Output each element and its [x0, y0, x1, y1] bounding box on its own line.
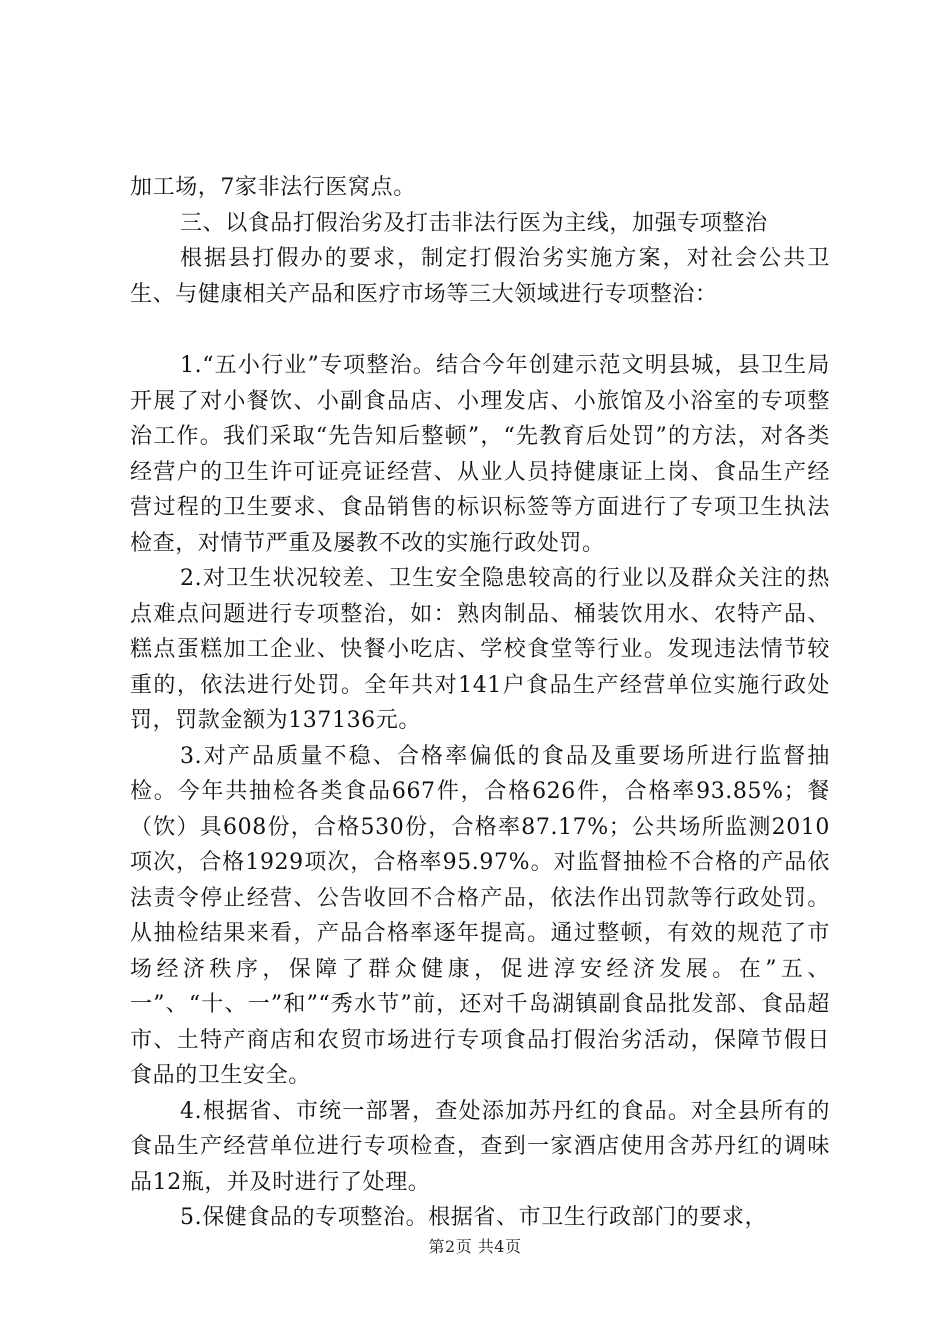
list-item-3: 3.对产品质量不稳、合格率偏低的食品及重要场所进行监督抽检。今年共抽检各类食品667件，合格626件，合格率93.85%；餐（饮）具608份，合格530份，合格率87.17%；公共场所监测2010项次，合格1929项次，合格率95.97%。对监督抽检不合格的产品依法责令停止经营、公告收回不合格产品，依法作出罚款等行政处罚。从抽检结果来看，产品合格率逐年提高。通过整顿，有效的规范了市场经济秩序，保障了群众健康，促进淳安经济发展。在”五、一”、“十、一”和”“秀水节”前，还对千岛湖镇副食品批发部、食品超市、土特产商店和农贸市场进行专项食品打假治劣活动，保障节假日食品的卫生安全。 — [130, 743, 830, 1088]
section-heading: 三、以食品打假治劣及打击非法行医为主线，加强专项整治 — [180, 210, 768, 236]
list-item-1: 1.“五小行业”专项整治。结合今年创建示范文明县城，县卫生局开展了对小餐饮、小副食品店、小理发店、小旅馆及小浴室的专项整治工作。我们采取“先告知后整顿”，“先教育后处罚”的方法，对各类经营户的卫生许可证亮证经营、从业人员持健康证上岗、食品生产经营过程的卫生要求、食品销售的标识标签等方面进行了专项卫生执法检查，对情节严重及屡教不改的实施行政处罚。 — [130, 353, 830, 556]
paragraph-continuation: 加工场，7家非法行医窝点。 — [130, 175, 416, 200]
document-body — [130, 170, 830, 1236]
paragraph-gap — [130, 312, 830, 348]
list-item-4: 4.根据省、市统一部署，查处添加苏丹红的食品。对全县所有的食品生产经营单位进行专项检查，查到一家酒店使用含苏丹红的调味品12瓶，并及时进行了处理。 — [130, 1098, 830, 1195]
paragraph-intro: 根据县打假办的要求，制定打假治劣实施方案，对社会公共卫生、与健康相关产品和医疗市场等三大领域进行专项整治： — [130, 246, 830, 307]
list-item-2: 2.对卫生状况较差、卫生安全隐患较高的行业以及群众关注的热点难点问题进行专项整治，如：熟肉制品、桶装饮用水、农特产品、糕点蛋糕加工企业、快餐小吃店、学校食堂等行业。发现违法情节较重的，依法进行处罚。全年共对141户食品生产经营单位实施行政处罚，罚款金额为137136元。 — [130, 566, 830, 733]
list-item-5: 5.保健食品的专项整治。根据省、市卫生行政部门的要求， — [180, 1205, 768, 1230]
page-footer: 第2页 共4页 — [428, 1237, 522, 1256]
